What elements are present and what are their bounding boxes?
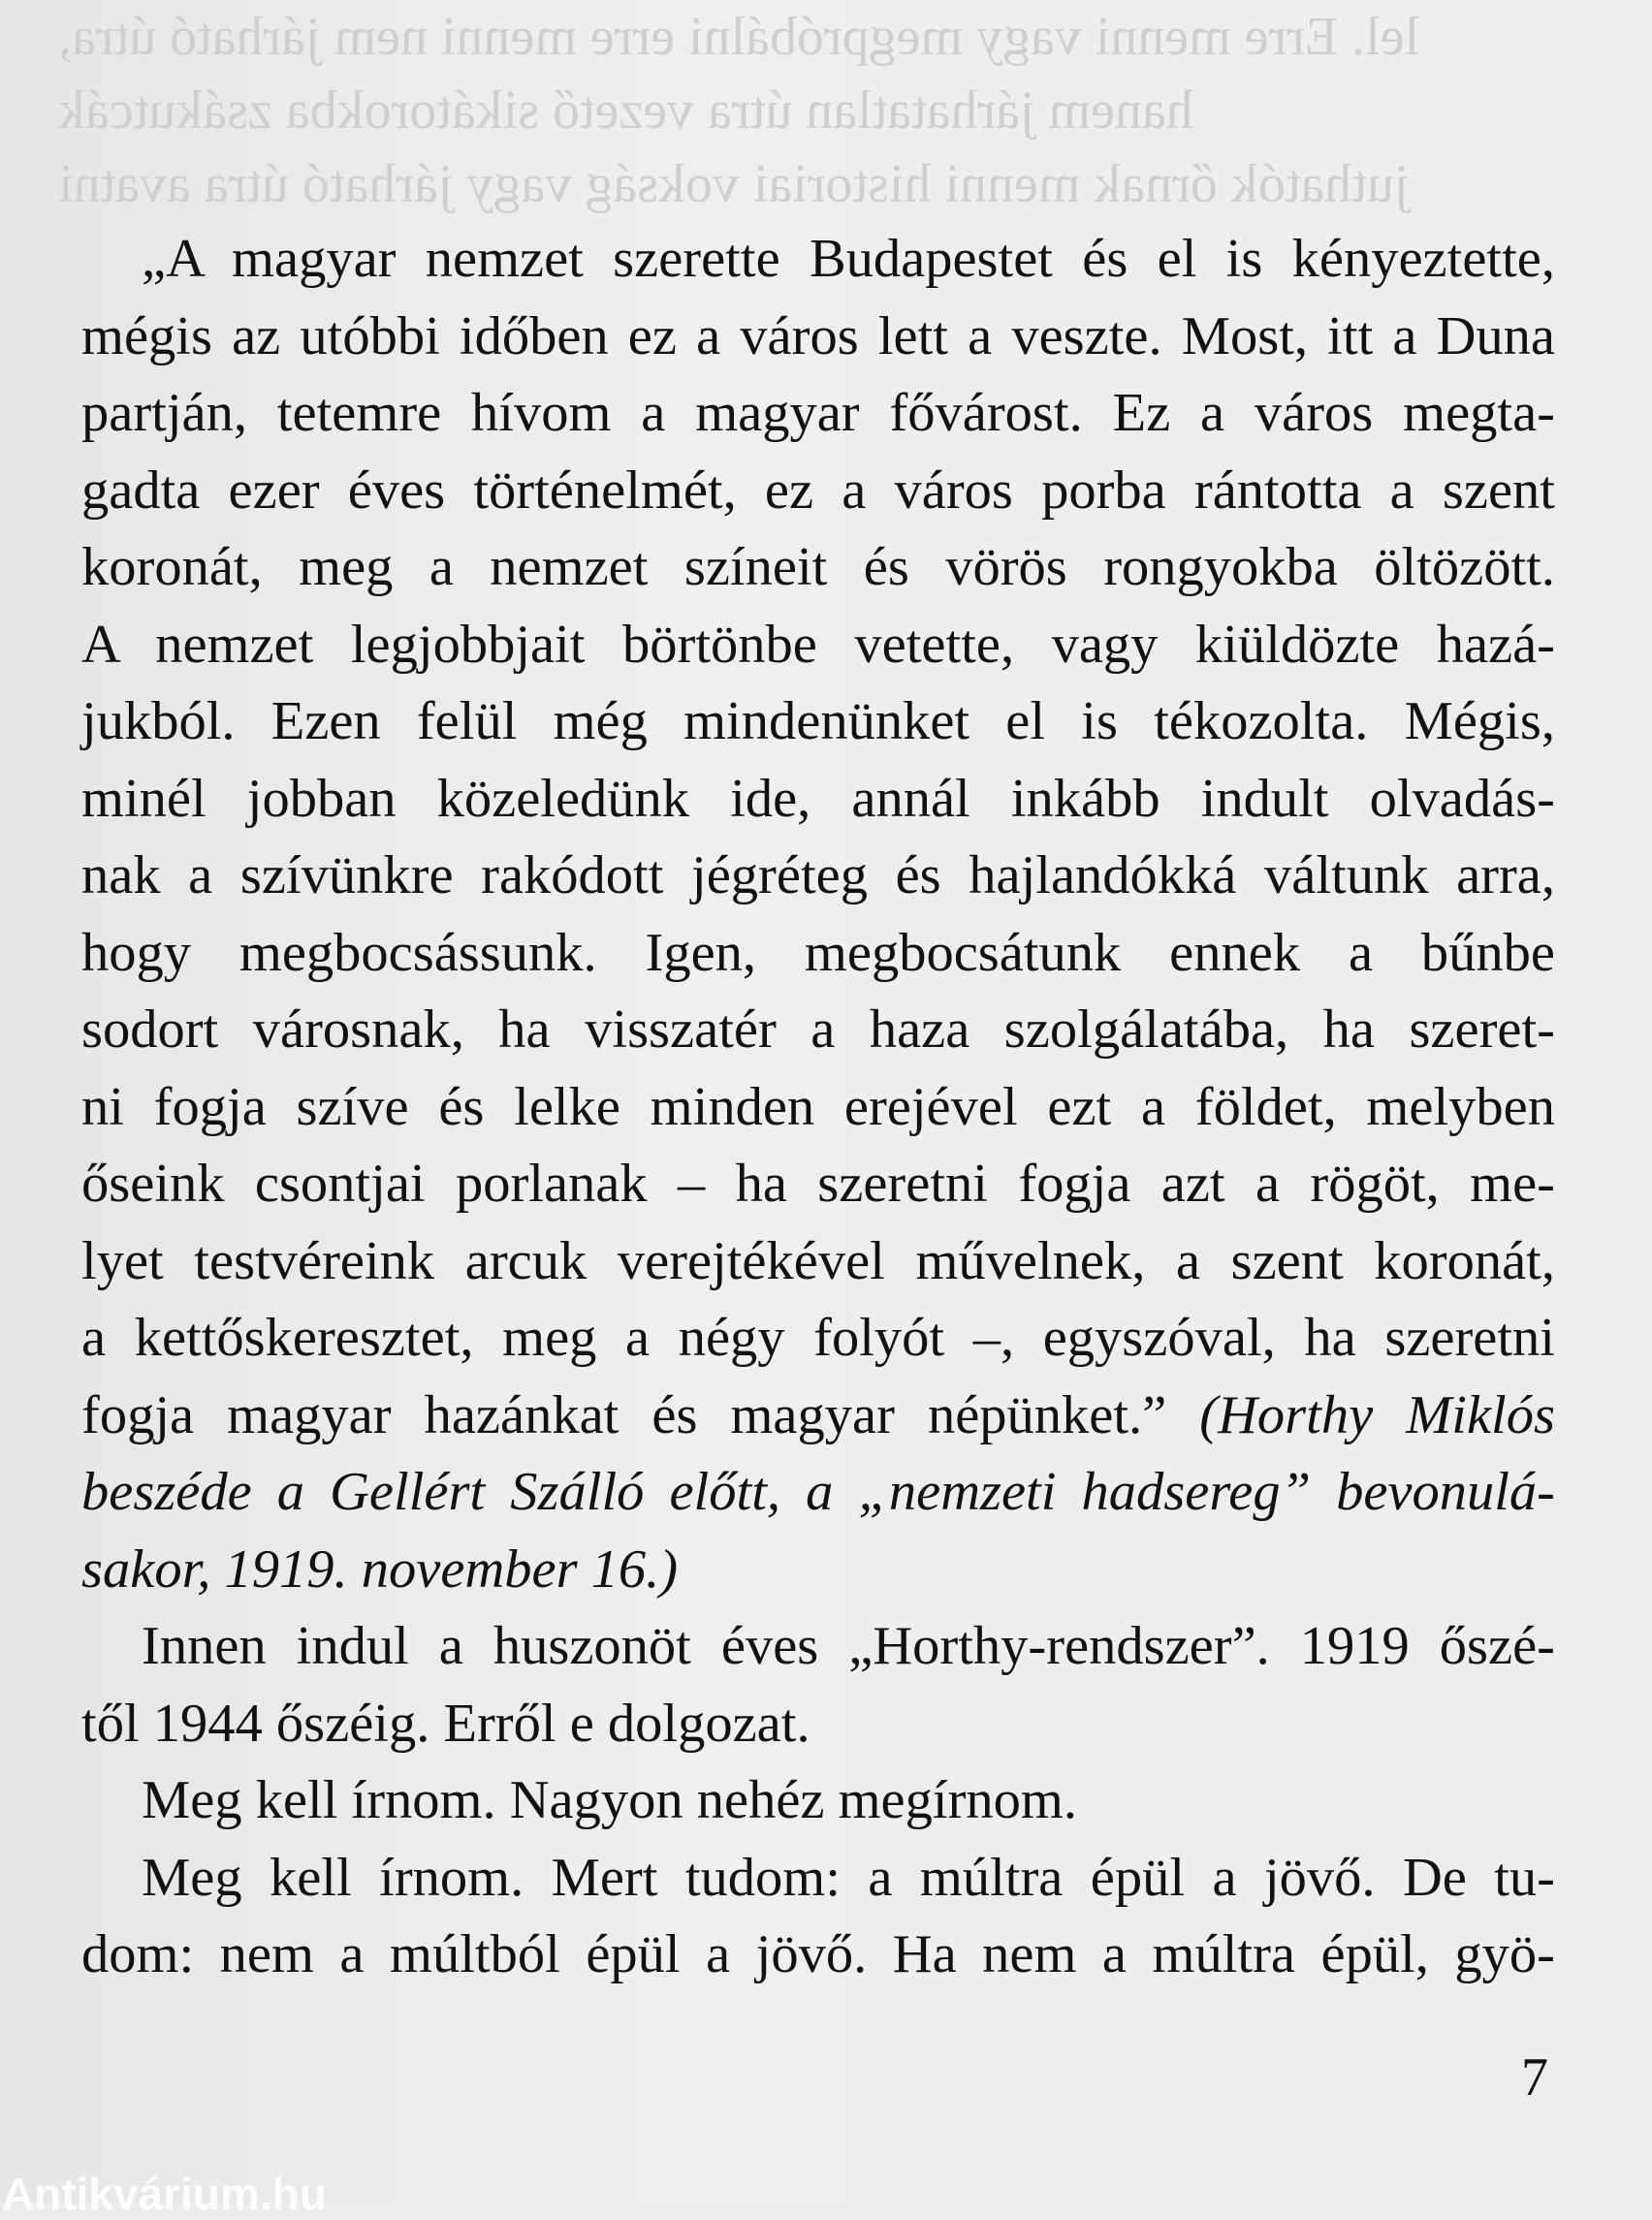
quote-line: gadta ezer éves történelmét, ez a város porba rántotta a szent xyxy=(81,460,1555,521)
citation-line: sakor, 1919. november 16.) xyxy=(81,1538,679,1600)
quote-line: nak a szívünkre rakódott jégréteg és hajlandókká váltunk arra, xyxy=(81,845,1555,905)
main-text xyxy=(81,221,1555,1994)
citation-start: (Horthy Miklós xyxy=(1199,1384,1555,1445)
quote-line: hogy megbocsássunk. Igen, megbocsátunk ennek a bűnbe xyxy=(81,922,1555,983)
quote-line: partján, tetemre hívom a magyar fővárost. Ez a város megta- xyxy=(81,383,1555,443)
quote-line: a kettőskeresztet, meg a négy folyót –, egyszóval, ha szeretni xyxy=(81,1308,1555,1368)
quote-line: mégis az utóbbi időben ez a város lett a veszte. Most, itt a Duna xyxy=(81,305,1555,366)
paragraph-line: től 1944 őszéig. Erről e dolgozat. xyxy=(81,1693,810,1754)
quote-line: minél jobban közeledünk ide, annál inkább indult olvadás- xyxy=(81,768,1555,829)
quote-line: „A magyar nemzet szerette Budapestet és el is kényeztette, xyxy=(142,229,1555,289)
paragraph-line: Meg kell írnom. Mert tudom: a múltra épül a jövő. De tu- xyxy=(142,1847,1555,1908)
quote-end: fogja magyar hazánkat és magyar népünket.” xyxy=(81,1384,1200,1445)
quote-line: A nemzet legjobbjait börtönbe vetette, vagy kiüldözte hazá- xyxy=(81,614,1555,675)
citation-line: beszéde a Gellért Szálló előtt, a „nemzeti hadsereg” bevonulá- xyxy=(81,1462,1555,1522)
quote-line: lyet testvéreink arcuk verejtékével művelnek, a szent koronát, xyxy=(81,1230,1555,1291)
quote-line: ni fogja szíve és lelke minden erejével ezt a földet, melyben xyxy=(81,1076,1555,1137)
paragraph-line: Meg kell írnom. Nagyon nehéz megírnom. xyxy=(142,1770,1077,1830)
quote-line: sodort városnak, ha visszatér a haza szolgálatába, ha szeret- xyxy=(81,999,1555,1060)
quote-line: jukból. Ezen felül még mindenünket el is tékozolta. Mégis, xyxy=(81,691,1555,751)
paragraph-line: Innen indul a huszonöt éves „Horthy-rendszer”. 1919 őszé- xyxy=(142,1616,1555,1676)
bleed-through-text: lel. Erre menni vagy megpróbálni erre menni nem járható útra, hanem járhatatlan útra vezető sikátorokba zsákutcák juthatók őrnak menni historiai vokság vagy járható útra avatni xyxy=(58,7,1420,213)
paragraph-line: dom: nem a múltból épül a jövő. Ha nem a múltra épül, gyö- xyxy=(81,1924,1555,1984)
quote-paragraph xyxy=(81,221,1555,1378)
page-number: 7 xyxy=(1521,2047,1548,2108)
quote-final-line xyxy=(81,1378,1555,1455)
quote-line: koronát, meg a nemzet színeit és vörös rongyokba öltözött. xyxy=(81,537,1555,597)
quote-line: őseink csontjai porlanak – ha szeretni fogja azt a rögöt, me- xyxy=(81,1154,1555,1214)
watermark: Antikvárium.hu xyxy=(2,2169,327,2219)
